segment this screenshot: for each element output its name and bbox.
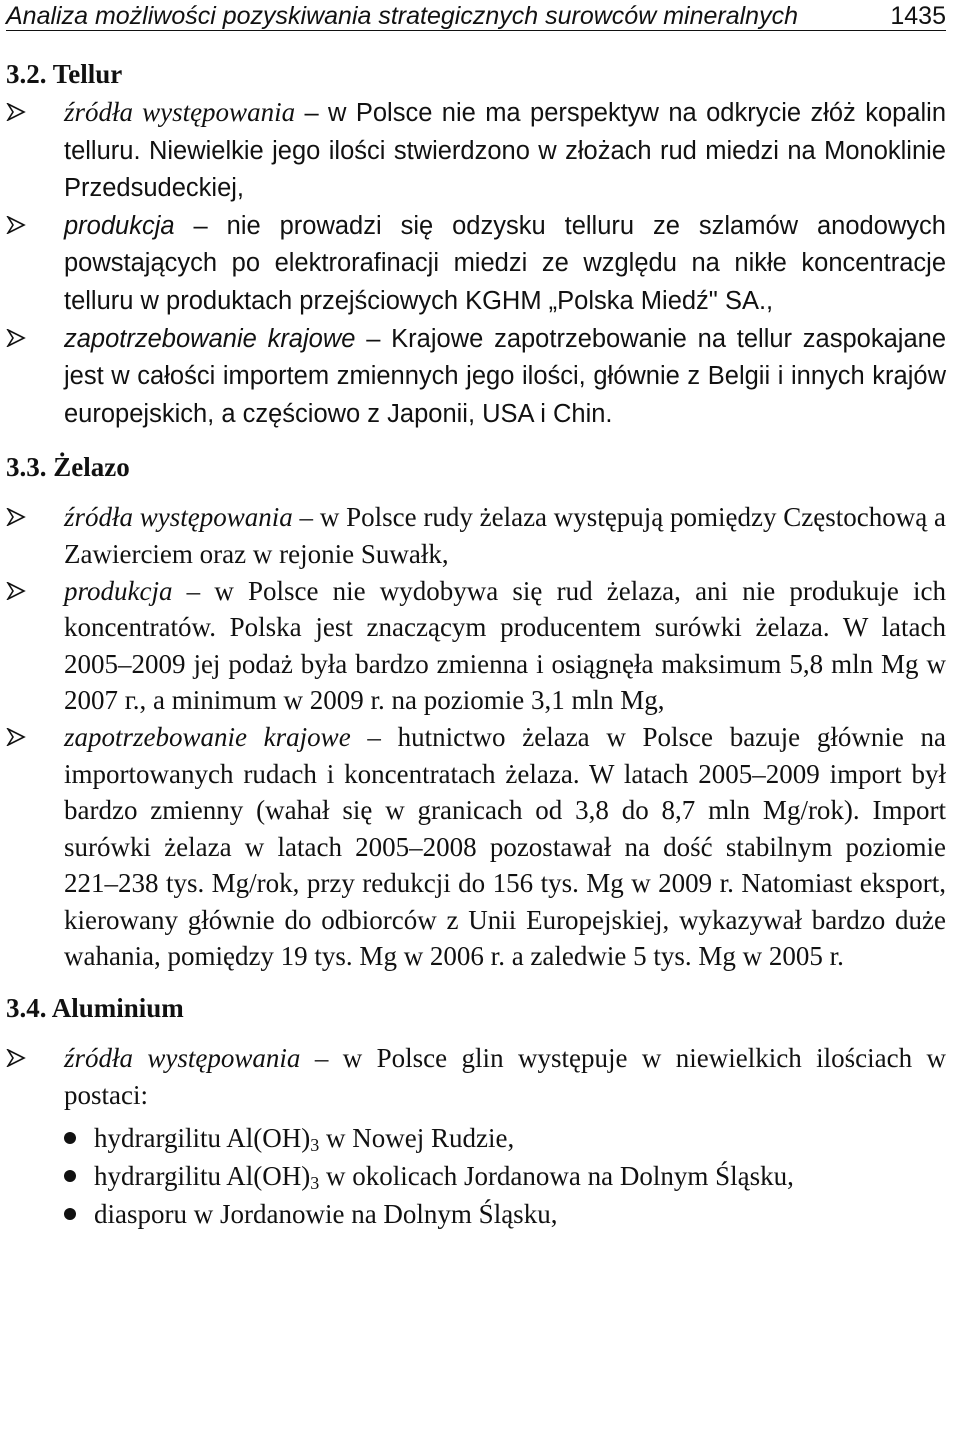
- item-term: źródła występowania: [64, 502, 293, 533]
- zelazo-list: [6, 499, 946, 975]
- item-text: hutnictwo żelaza w Polsce bazuje głównie na importowanych rudach i koncentratach żelaza. W latach 2005–2009 import był bardzo zmienny (wahał się w granicach od 3,8 do 8,7 mln Mg/rok). Import surówki żelaza w latach 2005–2008 pozostawał na dość stabilnym poziomie 221–238 tys. Mg/rok, przy redukcji do 156 tys. Mg w 2009 r. Natomiast eksport, kierowany głównie do odbiorców z Unii Europejskiej, wykazywał bardzo duże wahania, pomiędzy 19 tys. Mg w 2006 r. a zaledwie 5 tys. Mg w 2005 r.: [64, 721, 946, 972]
- list-item: zapotrzebowanie krajowe – Krajowe zapotrzebowanie na tellur zaspokajane jest w całości importem zmiennych jego ilości, głównie z Belgii i innych krajów europejskich, a częściowo z Japonii, USA i Chin.: [6, 320, 946, 433]
- arrow-bullet-icon: [6, 216, 26, 234]
- item-text: Krajowe zapotrzebowanie na tellur zaspokajane jest w całości importem zmiennych jego ilości, głównie z Belgii i innych krajów europejskich, a częściowo z Japonii, USA i Chin.: [64, 324, 946, 428]
- running-header: [6, 0, 946, 31]
- item-text: w Polsce nie ma perspektyw na odkrycie złóż kopalin telluru. Niewielkie jego ilości stwierdzono w złożach rud miedzi na Monoklinie Przedsudeckiej,: [64, 99, 947, 203]
- running-header-title: Analiza możliwości pozyskiwania strategicznych surowców mineralnych: [6, 2, 798, 30]
- arrow-bullet-icon: [6, 508, 26, 526]
- item-term: zapotrzebowanie krajowe: [64, 721, 351, 752]
- arrow-bullet-icon: [6, 728, 26, 746]
- list-item: źródła występowania – w Polsce rudy żelaza występują pomiędzy Częstochową a Zawierciem oraz w rejonie Suwałk,: [6, 499, 946, 572]
- page-number: 1435: [890, 2, 946, 30]
- dot-bullet-icon: [64, 1170, 76, 1182]
- arrow-bullet-icon: [6, 1049, 26, 1067]
- item-term: zapotrzebowanie krajowe: [64, 324, 356, 353]
- list-item: zapotrzebowanie krajowe – hutnictwo żelaza w Polsce bazuje głównie na importowanych rudach i koncentratach żelaza. W latach 2005–2009 import był bardzo zmienny (wahał się w granicach od 3,8 do 8,7 mln Mg/rok). Import surówki żelaza w latach 2005–2008 pozostawał na dość stabilnym poziomie 221–238 tys. Mg/rok, przy redukcji do 156 tys. Mg w 2009 r. Natomiast eksport, kierowany głównie do odbiorców z Unii Europejskiej, wykazywał bardzo duże wahania, pomiędzy 19 tys. Mg w 2006 r. a zaledwie 5 tys. Mg w 2005 r.: [6, 719, 946, 975]
- item-term: produkcja: [64, 575, 173, 606]
- sub-list-item: diasporu w Jordanowie na Dolnym Śląsku,: [6, 1195, 946, 1233]
- item-text: w Polsce nie wydobywa się rud żelaza, ani nie produkuje ich koncentratów. Polska jest znaczącym producentem surówki żelaza. W latach 2005–2009 jej podaż była bardzo zmienna i osiągnęła maksimum 5,8 mln Mg w 2007 г., a minimum w 2009 r. na poziomie 3,1 mln Mg,: [64, 575, 946, 716]
- section-heading-tellur: 3.2. Tellur: [6, 59, 123, 89]
- item-term: produkcja: [64, 211, 175, 240]
- dot-bullet-icon: [64, 1132, 76, 1144]
- dot-bullet-icon: [64, 1208, 76, 1220]
- list-item: produkcja – nie prowadzi się odzysku telluru ze szlamów anodowych powstających po elektrorafinacji miedzi ze względu na nikłe koncentracje telluru w produktach przejściowych KGHM „Polska Miedź" SA.,: [6, 207, 946, 320]
- item-text: w Polsce rudy żelaza występują pomiędzy Częstochową a Zawierciem oraz w rejonie Suwałk,: [64, 502, 946, 569]
- arrow-bullet-icon: [6, 582, 26, 600]
- arrow-bullet-icon: [6, 103, 26, 121]
- tellur-list: [6, 94, 946, 432]
- list-item: produkcja – w Polsce nie wydobywa się rud żelaza, ani nie produkuje ich koncentratów. Polska jest znaczącym producentem surówki żelaza. W latach 2005–2009 jej podaż była bardzo zmienna i osiągnęła maksimum 5,8 mln Mg w 2007 г., a minimum w 2009 r. na poziomie 3,1 mln Mg,: [6, 573, 946, 719]
- sub-list-item: hydrargilitu $Al(OH)_3$ w okolicach Jordanowa na Dolnym Śląsku,: [6, 1157, 946, 1195]
- section-heading-zelazo: 3.3. Żelazo: [6, 452, 130, 483]
- section-heading-aluminium: 3.4. Aluminium: [6, 993, 184, 1024]
- arrow-bullet-icon: [6, 329, 26, 347]
- item-text: nie prowadzi się odzysku telluru ze szlamów anodowych powstających po elektrorafinacji miedzi ze względu na nikłe koncentracje telluru w produktach przejściowych KGHM „Polska Miedź" SA.,: [64, 211, 946, 315]
- aluminium-sublist: [6, 1119, 946, 1233]
- aluminium-list: [6, 1040, 946, 1113]
- sub-list-item: hydrargilitu $Al(OH)_3$ w Nowej Rudzie,: [6, 1119, 946, 1157]
- item-text: w Polsce glin występuje w niewielkich ilościach w postaci:: [64, 1043, 947, 1110]
- item-term: źródła występowania: [64, 1043, 301, 1074]
- item-term: źródła występowania: [64, 97, 296, 127]
- list-item: źródła występowania – w Polsce nie ma perspektyw na odkrycie złóż kopalin telluru. Niewielkie jego ilości stwierdzono w złożach rud miedzi na Monoklinie Przedsudeckiej,: [6, 94, 946, 207]
- list-item: źródła występowania – w Polsce glin występuje w niewielkich ilościach w postaci:: [6, 1040, 946, 1113]
